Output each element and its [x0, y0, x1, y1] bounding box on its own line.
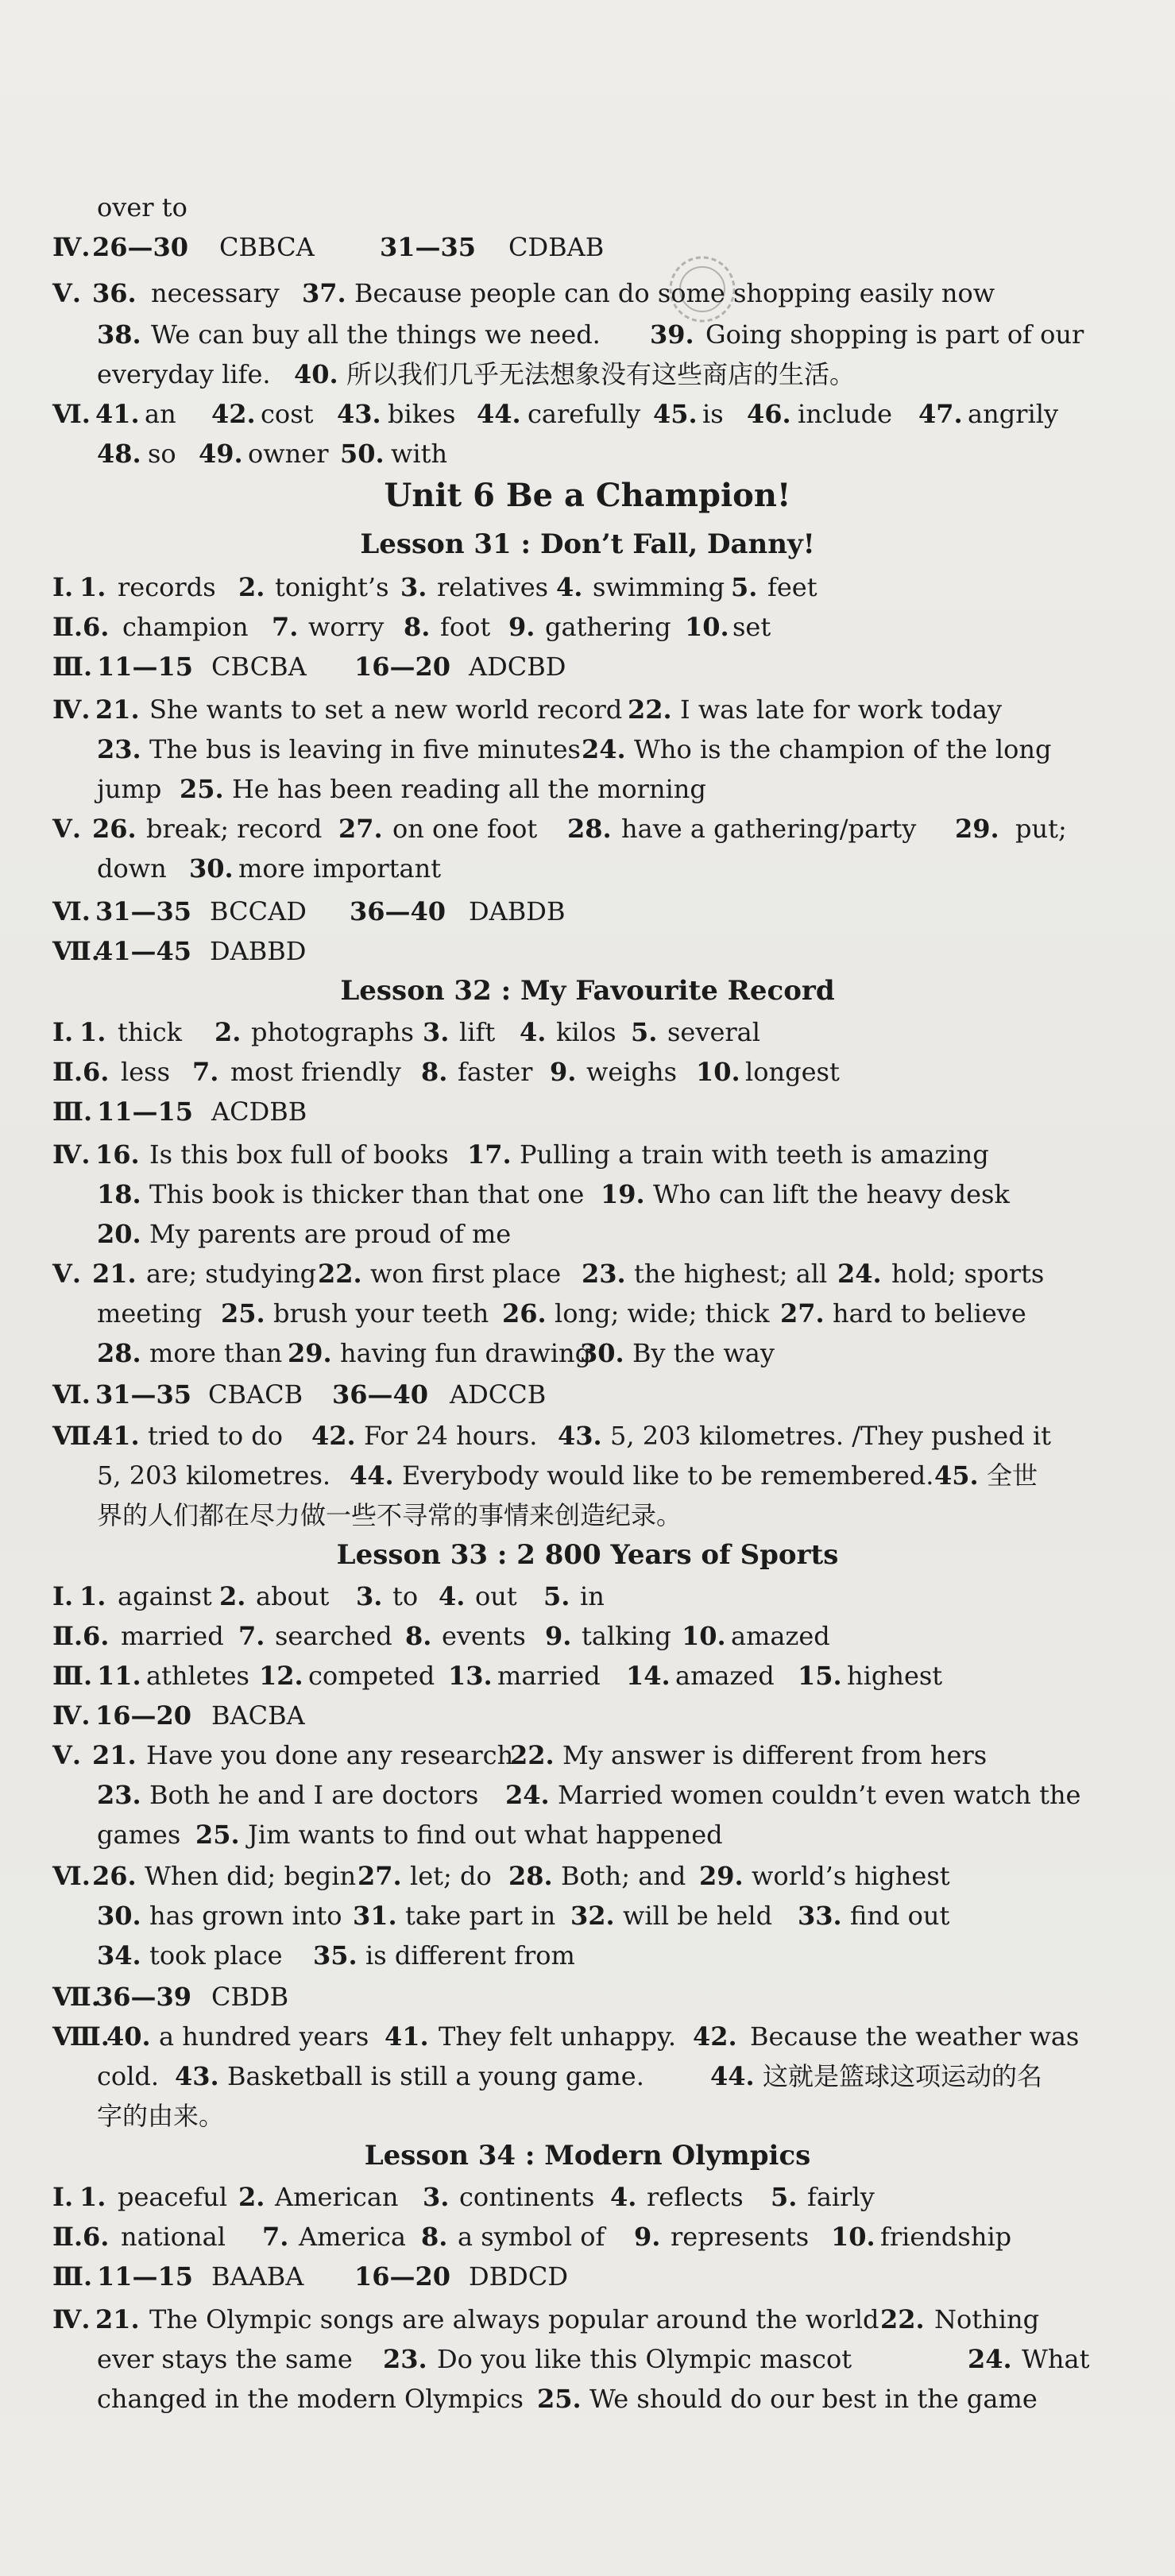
answer-line: meeting 25. brush your teeth 26. long; wide; thick 27. hard to believe: [97, 1298, 1026, 1329]
answer-line: 38. We can buy all the things we need. 39. Going shopping is part of our: [97, 319, 1084, 350]
answer-line: Ⅱ. 6. married 7. searched 8. events 9. talking 10. amazed: [52, 1621, 830, 1651]
lesson-title: Lesson 31 : Don’t Fall, Danny!: [360, 528, 815, 560]
answer-line: Ⅱ. 6. national 7. America 8. a symbol of 9. represents 10. friendship: [52, 2222, 1012, 2252]
answer-line: Ⅲ. 11—15 ACDBB: [52, 1097, 307, 1127]
answer-line: Ⅳ. 16—20 BACBA: [52, 1700, 305, 1731]
lesson-title: Lesson 32 : My Favourite Record: [340, 975, 835, 1007]
answer-line: Ⅵ. 41. an 42. cost 43. bikes 44. carefully 45. is 46. include 47. angrily: [52, 399, 1059, 429]
answer-line: ever stays the same 23. Do you like this Olympic mascot 24. What: [97, 2344, 1090, 2374]
answer-line: everyday life. 40. 所以我们几乎无法想象没有这些商店的生活。: [97, 359, 856, 389]
answer-line: Ⅴ. 21. are; studying 22. won first place 23. the highest; all 24. hold; sports: [52, 1259, 1045, 1289]
answer-line: Ⅴ. 36. necessary 37. Because people can do some shopping easily now: [52, 278, 995, 308]
answer-line: 界的人们都在尽力做一些不寻常的事情来创造纪录。: [97, 1500, 682, 1530]
answer-line: 28. more than 29. having fun drawing 30. By the way: [97, 1338, 775, 1368]
answer-line: Ⅰ. 1. peaceful 2. American 3. continents 4. reflects 5. fairly: [52, 2182, 875, 2212]
answer-line: 34. took place 35. is different from: [97, 1940, 575, 1971]
answer-line: Ⅴ. 21. Have you done any research 22. My answer is different from hers: [52, 1740, 988, 1770]
answer-line: over to: [97, 192, 187, 222]
answer-line: Ⅴ. 26. break; record 27. on one foot 28. have a gathering/party 29. put;: [52, 814, 1067, 844]
lesson-title: Lesson 34 : Modern Olympics: [364, 2140, 811, 2172]
unit-title: Unit 6 Be a Champion!: [384, 477, 791, 514]
answer-line: cold. 43. Basketball is still a young game. 44. 这就是篮球这项运动的名: [97, 2061, 1043, 2091]
answer-line: 20. My parents are proud of me: [97, 1219, 512, 1249]
answer-line: Ⅱ. 6. champion 7. worry 8. foot 9. gathering 10. set: [52, 612, 771, 642]
answer-line: Ⅲ. 11—15 CBCBA 16—20 ADCBD: [52, 652, 566, 682]
answer-line: changed in the modern Olympics 25. We should do our best in the game: [97, 2384, 1038, 2414]
answer-line: Ⅰ. 1. thick 2. photographs 3. lift 4. kilos 5. several: [52, 1017, 760, 1047]
answer-line: down 30. more important: [97, 853, 442, 884]
answer-line: 23. The bus is leaving in five minutes 24. Who is the champion of the long: [97, 734, 1052, 764]
answer-line: Ⅶ. 41—45 DABBD: [52, 936, 307, 966]
answer-line: Ⅵ. 31—35 CBACB 36—40 ADCCB: [52, 1379, 547, 1410]
lesson-title: Lesson 33 : 2 800 Years of Sports: [336, 1539, 839, 1571]
answer-line: jump 25. He has been reading all the morning: [97, 774, 706, 804]
answer-line: 5, 203 kilometres. 44. Everybody would like to be remembered. 45. 全世: [97, 1460, 1038, 1491]
answer-line: Ⅰ. 1. against 2. about 3. to 4. out 5. in: [52, 1581, 605, 1611]
answer-line: Ⅷ. 40. a hundred years 41. They felt unhappy. 42. Because the weather was: [52, 2021, 1080, 2052]
answer-line: 23. Both he and I are doctors 24. Married women couldn’t even watch the: [97, 1780, 1081, 1810]
answer-line: games 25. Jim wants to find out what happened: [97, 1820, 723, 1850]
answer-line: Ⅶ. 36—39 CBDB: [52, 1982, 289, 2012]
answer-line: Ⅱ. 6. less 7. most friendly 8. faster 9. weighs 10. longest: [52, 1057, 840, 1087]
answer-line: Ⅵ. 26. When did; begin 27. let; do 28. Both; and 29. world’s highest: [52, 1861, 950, 1891]
answer-line: Ⅵ. 31—35 BCCAD 36—40 DABDB: [52, 896, 566, 926]
answer-line: 30. has grown into 31. take part in 32. will be held 33. find out: [97, 1901, 950, 1931]
answer-line: Ⅰ. 1. records 2. tonight’s 3. relatives 4. swimming 5. feet: [52, 572, 817, 602]
answer-line: Ⅶ. 41. tried to do 42. For 24 hours. 43. 5, 203 kilometres. /They pushed it: [52, 1421, 1051, 1451]
answer-line: Ⅳ. 26—30 CBBCA 31—35 CDBAB: [52, 232, 605, 262]
answer-line: Ⅲ. 11. athletes 12. competed 13. married 14. amazed 15. highest: [52, 1661, 943, 1691]
answer-line: 48. so 49. owner 50. with: [97, 439, 448, 469]
answer-line: Ⅳ. 21. She wants to set a new world record 22. I was late for work today: [52, 694, 1003, 725]
answer-line: Ⅲ. 11—15 BAABA 16—20 DBDCD: [52, 2261, 568, 2292]
answer-line: 字的由来。: [97, 2101, 225, 2131]
answer-line: Ⅳ. 21. The Olympic songs are always popular around the world 22. Nothing: [52, 2304, 1040, 2334]
answer-line: 18. This book is thicker than that one 19. Who can lift the heavy desk: [97, 1179, 1010, 1209]
answer-line: Ⅳ. 16. Is this box full of books 17. Pulling a train with teeth is amazing: [52, 1139, 989, 1170]
